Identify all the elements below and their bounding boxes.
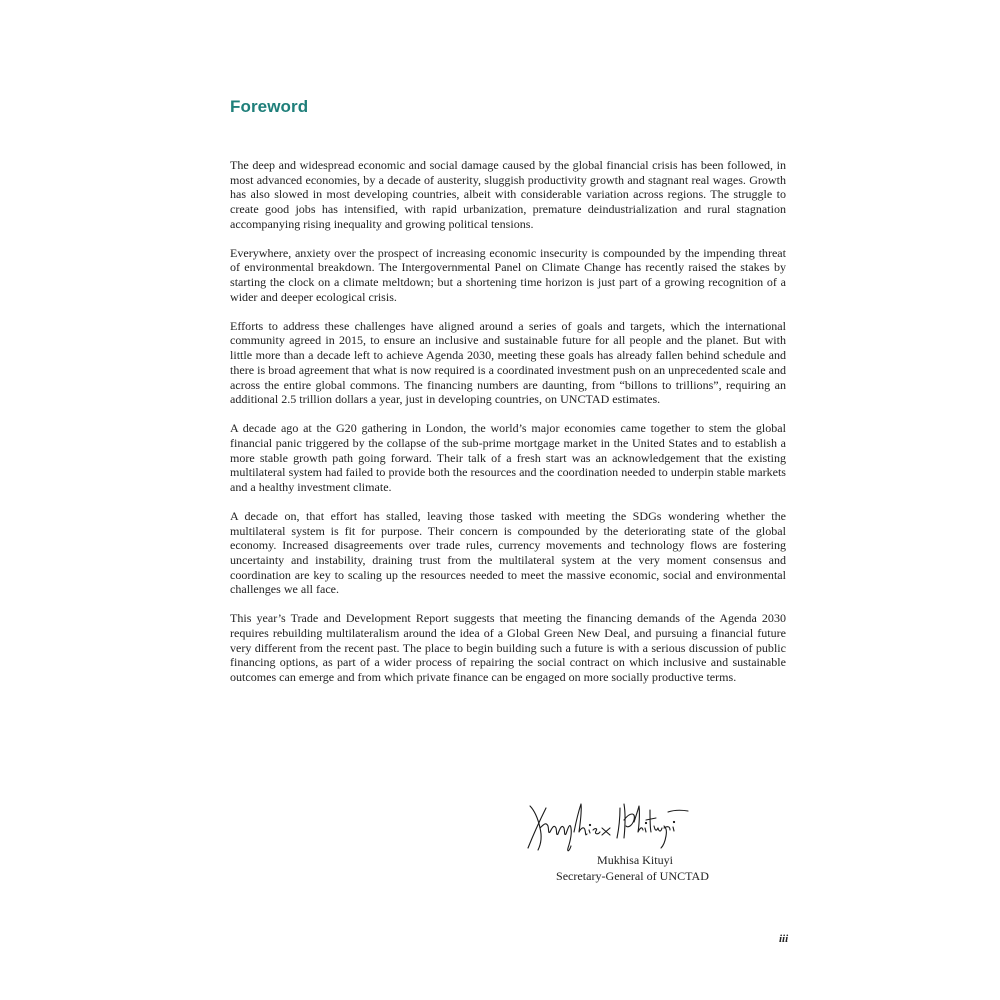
page-title: Foreword xyxy=(230,97,309,116)
paragraph-2: Everywhere, anxiety over the prospect of increasing economic insecurity is compounded by the impending threat of environmental breakdown. The Intergovernmental Panel on Climate Change has recently raised the stakes by starting the clock on a climate meltdown; but a shortening time horizon is just part of a growing recognition of a wider and deeper ecological crisis. xyxy=(230,245,786,304)
foreword-body xyxy=(230,158,786,699)
signatory-name: Mukhisa Kituyi xyxy=(597,853,673,867)
paragraph-4: A decade ago at the G20 gathering in London, the world’s major economies came together to stem the global financial panic triggered by the collapse of the sub-prime mortgage market in the United States and to establish a more stable growth path going forward. Their talk of a fresh start was an acknowledgement that the existing multilateral system had failed to provide both the resources and the coordination needed to underpin stable markets and a healthy investment climate. xyxy=(230,421,786,494)
paragraph-6: This year’s Trade and Development Report suggests that meeting the financing demands of the Agenda 2030 requires rebuilding multilateralism around the idea of a Global Green New Deal, and pursuing a financial future very different from the recent past. The place to begin building such a future is with a serious discussion of public financing options, as part of a wider process of repairing the social contract on which inclusive and sustainable outcomes can emerge and from which private finance can be engaged on more socially productive terms. xyxy=(230,611,786,685)
handwritten-signature xyxy=(524,798,734,856)
page-number: iii xyxy=(779,933,789,945)
signatory-title: Secretary-General of UNCTAD xyxy=(556,869,709,883)
paragraph-5: A decade on, that effort has stalled, leaving those tasked with meeting the SDGs wondering whether the multilateral system is fit for purpose. Their concern is compounded by the deteriorating state of the global economy. Increased disagreements over trade rules, currency movements and technology flows are fostering uncertainty and instability, draining trust from the multilateral system at the very moment consensus and coordination are key to scaling up the resources needed to meet the massive economic, social and environmental challenges we all face. xyxy=(230,508,786,597)
paragraph-3: Efforts to address these challenges have aligned around a series of goals and targets, which the international community agreed in 2015, to ensure an inclusive and sustainable future for all people and the planet. But with little more than a decade left to achieve Agenda 2030, meeting these goals has already fallen behind schedule and there is broad agreement that what is now required is a coordinated investment push on an unprecedented scale and across the entire global commons. The financing numbers are daunting, from “billons to trillions”, requiring an additional 2.5 trillion dollars a year, just in developing countries, on UNCTAD estimates. xyxy=(230,318,786,407)
paragraph-1: The deep and widespread economic and social damage caused by the global financial crisis has been followed, in most advanced economies, by a decade of austerity, sluggish productivity growth and stagnant real wages. Growth has also slowed in most developing countries, albeit with considerable variation across regions. The struggle to create good jobs has intensified, with rapid urbanization, premature deindustrialization and rural stagnation accompanying rising inequality and growing political tensions. xyxy=(230,158,786,231)
